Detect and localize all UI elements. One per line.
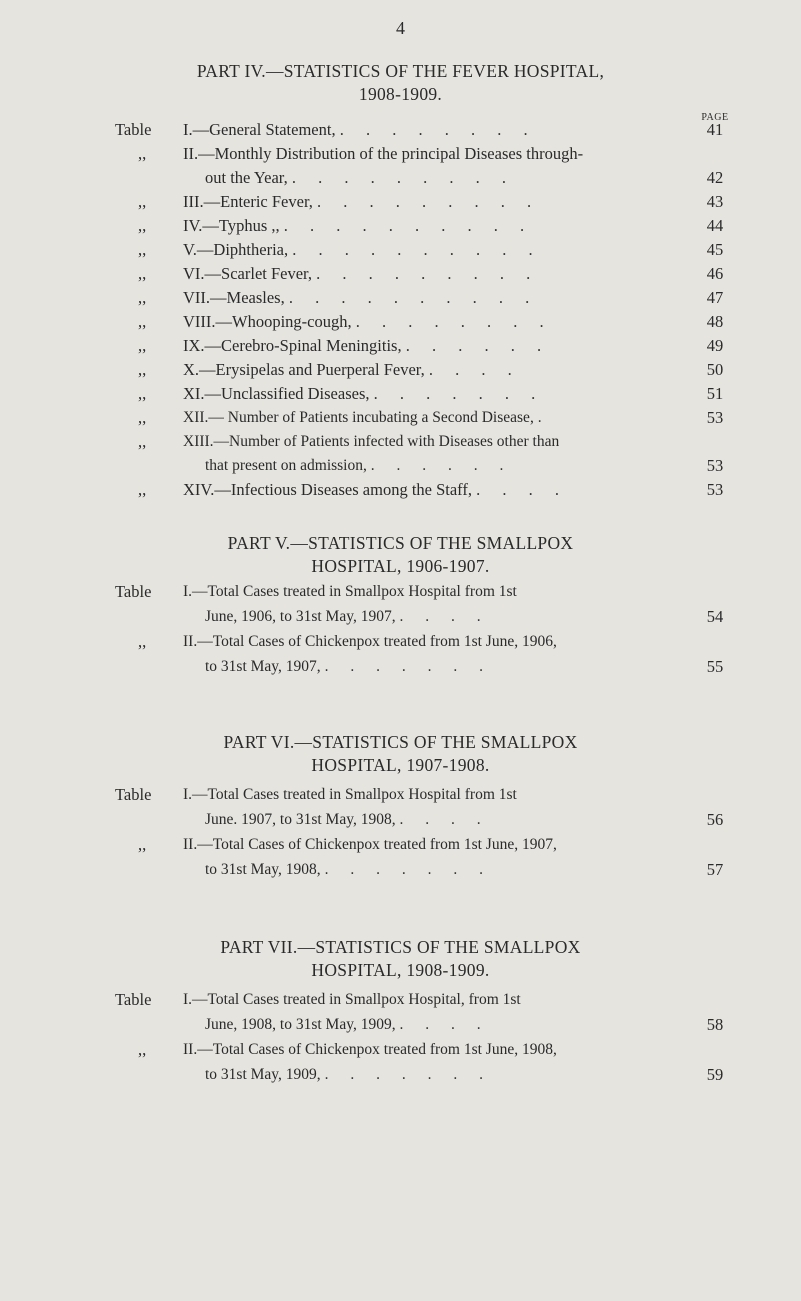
part5-title-line1: PART V.—STATISTICS OF THE SMALLPOX bbox=[227, 533, 574, 553]
entry-text: VII.—Measles, . . . . . . . . . . bbox=[183, 288, 539, 307]
page-number: 4 bbox=[396, 18, 405, 38]
part4-heading bbox=[0, 60, 801, 106]
ditto-mark: ,, bbox=[138, 432, 147, 451]
entry-page: 59 bbox=[706, 1065, 724, 1084]
entry-page: 41 bbox=[706, 120, 724, 139]
ditto-mark: ,, bbox=[138, 144, 147, 163]
entry-page: 45 bbox=[706, 240, 724, 259]
ditto-mark: ,, bbox=[138, 216, 147, 235]
entry-page: 49 bbox=[706, 336, 724, 355]
ditto-mark: ,, bbox=[138, 1040, 147, 1059]
entry-text: IV.—Typhus ,, . . . . . . . . . . bbox=[183, 216, 534, 235]
entry-text: II.—Monthly Distribution of the principal Diseases through- bbox=[183, 144, 584, 163]
entry-page: 43 bbox=[706, 192, 724, 211]
table-label: Table bbox=[115, 120, 152, 139]
entry-text: V.—Diphtheria, . . . . . . . . . . bbox=[183, 240, 542, 259]
entry-text: June, 1908, to 31st May, 1909, . . . . bbox=[205, 1016, 490, 1033]
entry-text: XIV.—Infectious Diseases among the Staff, . . . . bbox=[183, 480, 568, 499]
entry-page: 51 bbox=[706, 384, 724, 403]
ditto-mark: ,, bbox=[138, 240, 147, 259]
entry-page: 42 bbox=[706, 168, 724, 187]
entry-text: to 31st May, 1908, . . . . . . . bbox=[205, 861, 492, 878]
ditto-mark: ,, bbox=[138, 480, 147, 499]
entry-page: 55 bbox=[706, 657, 724, 676]
entry-text: IX.—Cerebro-Spinal Meningitis, . . . . . . bbox=[183, 336, 551, 355]
entry-page: 53 bbox=[706, 408, 724, 427]
ditto-mark: ,, bbox=[138, 336, 147, 355]
entry-page: 48 bbox=[706, 312, 724, 331]
page-column-label: PAGE bbox=[701, 112, 729, 123]
entry-text: that present on admission, . . . . . . bbox=[205, 457, 513, 474]
part4-title-line1: PART IV.—STATISTICS OF THE FEVER HOSPITAL, bbox=[196, 61, 605, 81]
ditto-mark: ,, bbox=[138, 384, 147, 403]
ditto-mark: ,, bbox=[138, 192, 147, 211]
entry-text: X.—Erysipelas and Puerperal Fever, . . . . bbox=[183, 360, 521, 379]
entry-text: I.—Total Cases treated in Smallpox Hospital from 1st bbox=[183, 583, 517, 600]
part7-title-line2: HOSPITAL, 1908-1909. bbox=[311, 960, 490, 980]
ditto-mark: ,, bbox=[138, 312, 147, 331]
entry-text: to 31st May, 1907, . . . . . . . bbox=[205, 658, 492, 675]
entry-text: to 31st May, 1909, . . . . . . . bbox=[205, 1066, 492, 1083]
entry-text: II.—Total Cases of Chickenpox treated from 1st June, 1907, bbox=[183, 836, 557, 853]
entry-text: XIII.—Number of Patients infected with Diseases other than bbox=[183, 433, 560, 450]
ditto-mark: ,, bbox=[138, 408, 147, 427]
entry-page: 46 bbox=[706, 264, 724, 283]
part5-title-line2: HOSPITAL, 1906-1907. bbox=[311, 556, 490, 576]
entry-text: I.—General Statement, . . . . . . . . bbox=[183, 120, 537, 139]
entry-page: 54 bbox=[706, 607, 724, 626]
entry-text: II.—Total Cases of Chickenpox treated from 1st June, 1906, bbox=[183, 633, 557, 650]
part6-title-line2: HOSPITAL, 1907-1908. bbox=[311, 755, 490, 775]
table-label: Table bbox=[115, 582, 152, 601]
table-label: Table bbox=[115, 990, 152, 1009]
ditto-mark: ,, bbox=[138, 632, 147, 651]
entry-page: 53 bbox=[706, 456, 724, 475]
part4-title-line2: 1908-1909. bbox=[358, 84, 443, 104]
ditto-mark: ,, bbox=[138, 360, 147, 379]
ditto-mark: ,, bbox=[138, 288, 147, 307]
entry-text: VI.—Scarlet Fever, . . . . . . . . . bbox=[183, 264, 540, 283]
ditto-mark: ,, bbox=[138, 835, 147, 854]
entry-text: XII.— Number of Patients incubating a Second Disease, . bbox=[183, 409, 551, 426]
part6-title-line1: PART VI.—STATISTICS OF THE SMALLPOX bbox=[223, 732, 578, 752]
part7-heading bbox=[0, 936, 801, 982]
entry-text: II.—Total Cases of Chickenpox treated from 1st June, 1908, bbox=[183, 1041, 557, 1058]
entry-page: 56 bbox=[706, 810, 724, 829]
ditto-mark: ,, bbox=[138, 264, 147, 283]
entry-text: out the Year, . . . . . . . . . bbox=[205, 168, 515, 187]
entry-text: I.—Total Cases treated in Smallpox Hospital from 1st bbox=[183, 786, 517, 803]
entry-page: 50 bbox=[706, 360, 724, 379]
entry-text: XI.—Unclassified Diseases, . . . . . . . bbox=[183, 384, 545, 403]
entry-page: 57 bbox=[706, 860, 724, 879]
entry-page: 58 bbox=[706, 1015, 724, 1034]
entry-text: III.—Enteric Fever, . . . . . . . . . bbox=[183, 192, 541, 211]
entry-text: June. 1907, to 31st May, 1908, . . . . bbox=[205, 811, 490, 828]
entry-page: 44 bbox=[706, 216, 724, 235]
part7-title-line1: PART VII.—STATISTICS OF THE SMALLPOX bbox=[220, 937, 581, 957]
entry-page: 47 bbox=[706, 288, 724, 307]
entry-text: I.—Total Cases treated in Smallpox Hospital, from 1st bbox=[183, 991, 521, 1008]
table-label: Table bbox=[115, 785, 152, 804]
part5-heading bbox=[0, 532, 801, 578]
entry-page: 53 bbox=[706, 480, 724, 499]
entry-text: June, 1906, to 31st May, 1907, . . . . bbox=[205, 608, 490, 625]
part6-heading bbox=[0, 731, 801, 777]
entry-text: VIII.—Whooping-cough, . . . . . . . . bbox=[183, 312, 553, 331]
